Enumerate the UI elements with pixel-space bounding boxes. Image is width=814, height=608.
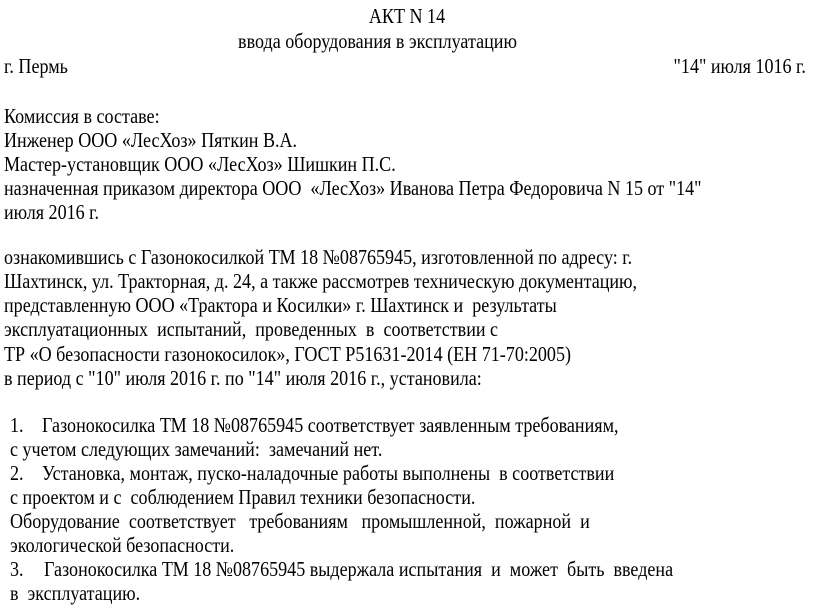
appointment-line-2: июля 2016 г. [4, 200, 100, 224]
appointment-line-1: назначенная приказом директора ООО «ЛесХоз» Иванова Петра Федоровича N 15 от "14" [4, 176, 702, 200]
document-date: "14" июля 1016 г. [673, 54, 806, 78]
conclusion-3-continuation: в эксплуатацию. [10, 581, 141, 605]
conclusion-2-continuation: с проектом и с соблюдением Правил техники безопасности. [10, 485, 476, 509]
findings-line: в период с "10" июля 2016 г. по "14" июля 2016 г., установила: [4, 366, 482, 390]
findings-line: эксплуатационных испытаний, проведенных в соответствии с [4, 317, 499, 341]
conclusion-3-text: Газонокосилка ТМ 18 №08765945 выдержала испытания и может быть введена [44, 557, 674, 581]
document-title: АКТ N 14 [368, 4, 446, 28]
commission-member-2: Мастер-установщик ООО «ЛесХоз» Шишкин П.С. [4, 152, 396, 176]
findings-line: Шахтинск, ул. Тракторная, д. 24, а также рассмотрев техническую документацию, [4, 269, 638, 293]
conclusion-2-extra-2: экологической безопасности. [10, 533, 235, 557]
conclusion-1-text: Газонокосилка ТМ 18 №08765945 соответствует заявленным требованиям, [42, 413, 619, 437]
conclusion-1-continuation: с учетом следующих замечаний: замечаний нет. [10, 437, 383, 461]
findings-line: ознакомившись с Газонокосилкой ТМ 18 №08765945, изготовленной по адресу: г. [4, 245, 633, 269]
findings-line: ТР «О безопасности газонокосилок», ГОСТ Р51631-2014 (ЕН 71-70:2005) [4, 342, 572, 366]
city: г. Пермь [4, 54, 68, 78]
conclusion-3-number: 3. [10, 557, 24, 581]
conclusion-2-extra-1: Оборудование соответствует требованиям промышленной, пожарной и [10, 509, 590, 533]
commission-intro: Комиссия в составе: [4, 104, 160, 128]
conclusion-2-number: 2. [10, 461, 24, 485]
findings-line: представленную ООО «Трактора и Косилки» г. Шахтинск и результаты [4, 293, 557, 317]
commission-member-1: Инженер ООО «ЛесХоз» Пяткин В.А. [4, 128, 298, 152]
document-subtitle: ввода оборудования в эксплуатацию [238, 29, 517, 53]
conclusion-2-text: Установка, монтаж, пуско-наладочные работы выполнены в соответствии [42, 461, 615, 485]
conclusion-1-number: 1. [10, 413, 24, 437]
